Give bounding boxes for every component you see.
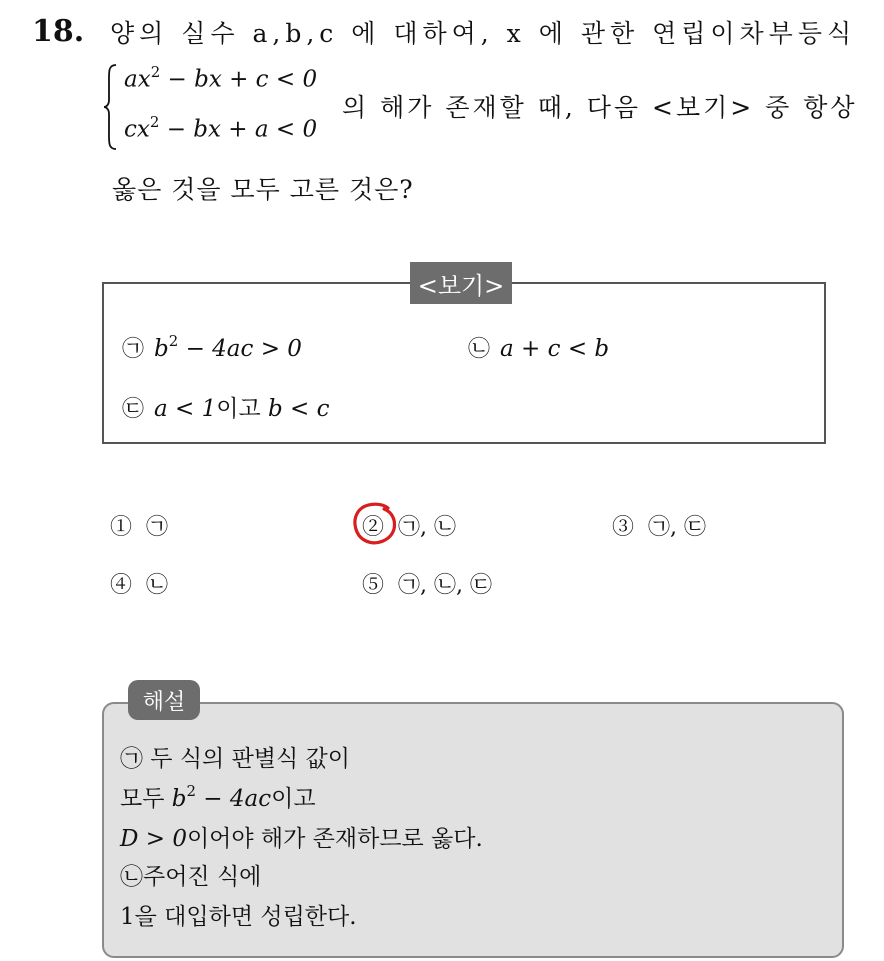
solution-line-5: 1을 대입하면 성립한다. bbox=[120, 904, 357, 930]
choice-3[interactable]: ③ ㉠, ㉢ bbox=[612, 515, 707, 540]
problem-text-line2: 의 해가 존재할 때, 다음 <보기> 중 항상 bbox=[342, 93, 858, 122]
choice-5[interactable]: ⑤ ㉠, ㉡, ㉢ bbox=[362, 573, 492, 598]
problem-text-line1: 양의 실수 a,b,c 에 대하여, x 에 관한 연립이차부등식 bbox=[110, 19, 857, 48]
problem-number: 18. bbox=[32, 14, 85, 49]
inequality-2: $cx^2$ − bx + a < 0 bbox=[124, 112, 318, 143]
bogi-item-3: ㉢ a < 1이고 b < c bbox=[122, 396, 330, 422]
system-brace bbox=[103, 64, 117, 150]
solution-title: 해설 bbox=[128, 680, 200, 720]
answer-mark-circle bbox=[350, 500, 400, 546]
solution-line-3: D > 0이어야 해가 존재하므로 옳다. bbox=[120, 826, 483, 852]
problem-text-line3: 옳은 것을 모두 고른 것은? bbox=[112, 175, 414, 204]
solution-line-1: ㉠ 두 식의 판별식 값이 bbox=[120, 746, 350, 772]
solution-line-4: ㉡주어진 식에 bbox=[120, 864, 262, 890]
bogi-title: <보기> bbox=[410, 262, 512, 304]
bogi-mark: ㉢ bbox=[122, 397, 145, 422]
inequality-1: $ax^2$ − bx + c < 0 bbox=[124, 62, 318, 93]
choice-4[interactable]: ④ ㉡ bbox=[110, 573, 169, 598]
choice-1[interactable]: ① ㉠ bbox=[110, 515, 169, 540]
solution-line-2: 모두 $b^2 - 4ac$이고 bbox=[120, 781, 316, 812]
choice-2[interactable]: ② ㉠, ㉡ bbox=[362, 515, 457, 540]
bogi-item-2: ㉡ a + c < b bbox=[468, 336, 610, 362]
bogi-mark: ㉠ bbox=[122, 337, 145, 362]
bogi-mark: ㉡ bbox=[468, 337, 491, 362]
bogi-item-1: ㉠ $b^2 - 4ac > 0$ bbox=[122, 331, 302, 362]
